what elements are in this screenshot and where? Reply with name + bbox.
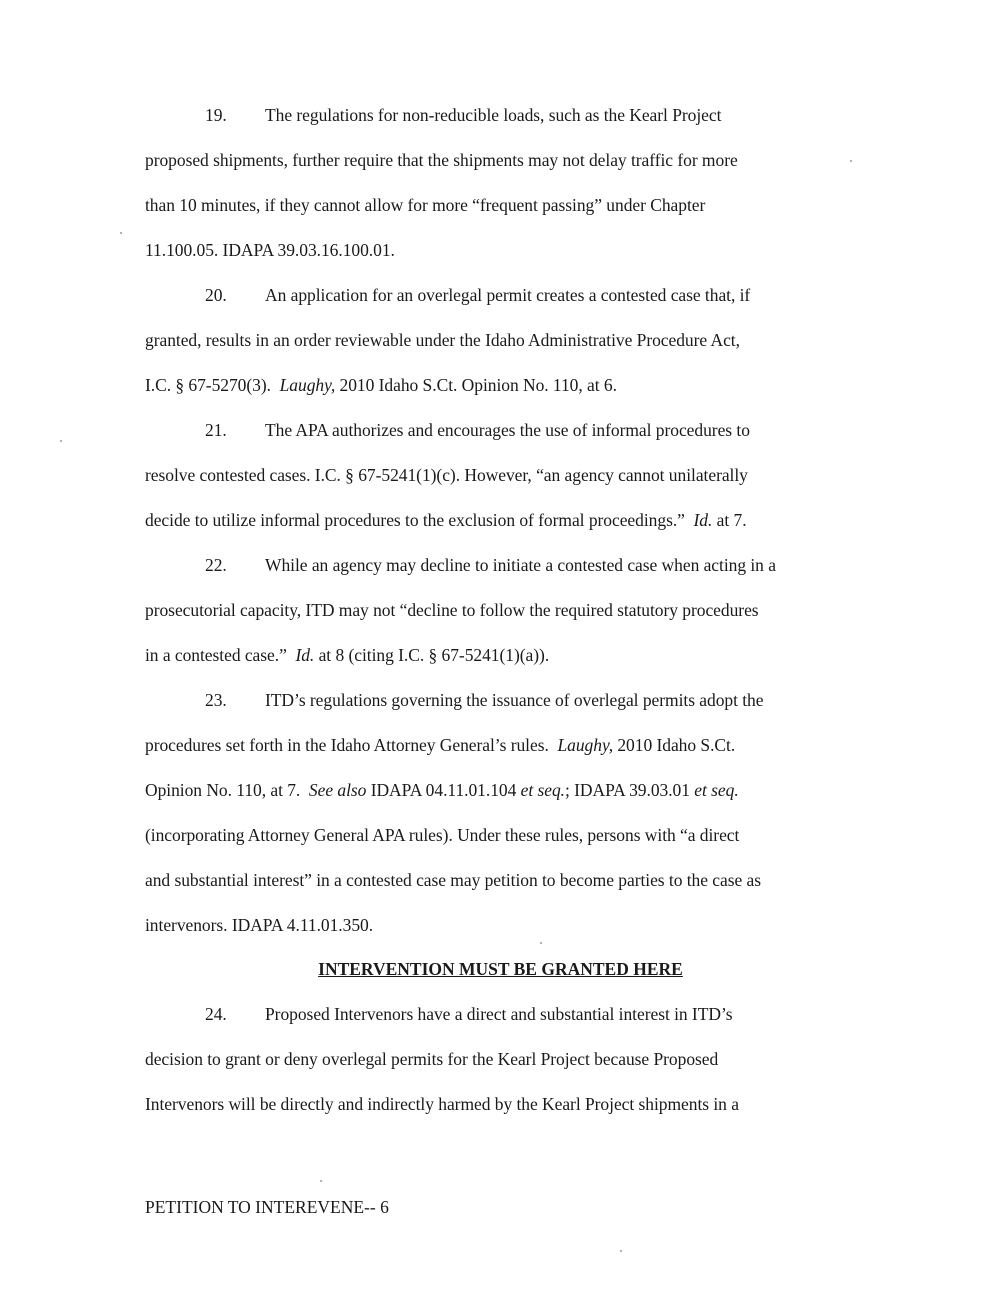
paragraph-24-line-3: Intervenors will be directly and indirectly harmed by the Kearl Project shipments in a [145,1094,739,1114]
paragraph-24-line-2: decision to grant or deny overlegal permits for the Kearl Project because Proposed [145,1049,719,1069]
paragraph-21-line-3: decide to utilize informal procedures to the exclusion of formal proceedings.” Id. at 7. [145,510,747,530]
et-seq: et seq. [694,780,739,800]
paragraph-23-line-4: (incorporating Attorney General APA rules). Under these rules, persons with “a direct [145,825,740,845]
paragraph-number: 22. [205,555,227,575]
paragraph-number: 19. [205,105,227,125]
paragraph-number: 23. [205,690,227,710]
paragraph-24-line-1: 24. Proposed Intervenors have a direct and substantial interest in ITD’s [205,1004,733,1024]
scan-speck [60,440,62,442]
paragraph-23-line-5: and substantial interest” in a contested case may petition to become parties to the case as [145,870,762,890]
id-citation: Id. [295,645,315,665]
paragraph-21-line-2: resolve contested cases. I.C. § 67-5241(1)(c). However, “an agency cannot unilaterally [145,465,748,485]
see-also-signal: See also [308,780,367,800]
paragraph-22-line-2: prosecutorial capacity, ITD may not “decline to follow the required statutory procedures [145,600,759,620]
paragraph-19-line-2: proposed shipments, further require that the shipments may not delay traffic for more [145,150,738,170]
paragraph-20-line-3: I.C. § 67-5270(3). Laughy, 2010 Idaho S.Ct. Opinion No. 110, at 6. [145,375,617,395]
paragraph-23-line-6: intervenors. IDAPA 4.11.01.350. [145,915,374,935]
paragraph-20-line-2: granted, results in an order reviewable under the Idaho Administrative Procedure Act, [145,330,740,350]
page-footer: PETITION TO INTEREVENE-- 6 [145,1197,389,1217]
scan-speck [850,160,852,162]
paragraph-number: 24. [205,1004,227,1024]
scan-speck [620,1250,622,1252]
paragraph-23-line-1: 23. ITD’s regulations governing the issuance of overlegal permits adopt the [205,690,764,710]
paragraph-number: 21. [205,420,227,440]
paragraph-19-line-3: than 10 minutes, if they cannot allow for more “frequent passing” under Chapter [145,195,706,215]
paragraph-23-line-3: Opinion No. 110, at 7. See also IDAPA 04.11.01.104 et seq.; IDAPA 39.03.01 et seq. [145,780,739,800]
scan-speck [120,232,122,234]
scan-speck [540,942,542,944]
case-citation: Laughy, [557,735,614,755]
scan-speck [320,1180,322,1182]
paragraph-number: 20. [205,285,227,305]
case-citation: Laughy, [279,375,336,395]
paragraph-21-line-1: 21. The APA authorizes and encourages the use of informal procedures to [205,420,750,440]
et-seq: et seq. [520,780,565,800]
paragraph-20-line-1: 20. An application for an overlegal permit creates a contested case that, if [205,285,751,305]
section-heading: INTERVENTION MUST BE GRANTED HERE [318,959,683,979]
paragraph-19-line-4: 11.100.05. IDAPA 39.03.16.100.01. [145,240,395,260]
paragraph-19-line-1: 19. The regulations for non-reducible loads, such as the Kearl Project [205,105,722,125]
id-citation: Id. [693,510,713,530]
paragraph-22-line-3: in a contested case.” Id. at 8 (citing I.C. § 67-5241(1)(a)). [145,645,550,665]
paragraph-23-line-2: procedures set forth in the Idaho Attorney General’s rules. Laughy, 2010 Idaho S.Ct. [145,735,736,755]
paragraph-22-line-1: 22. While an agency may decline to initiate a contested case when acting in a [205,555,776,575]
